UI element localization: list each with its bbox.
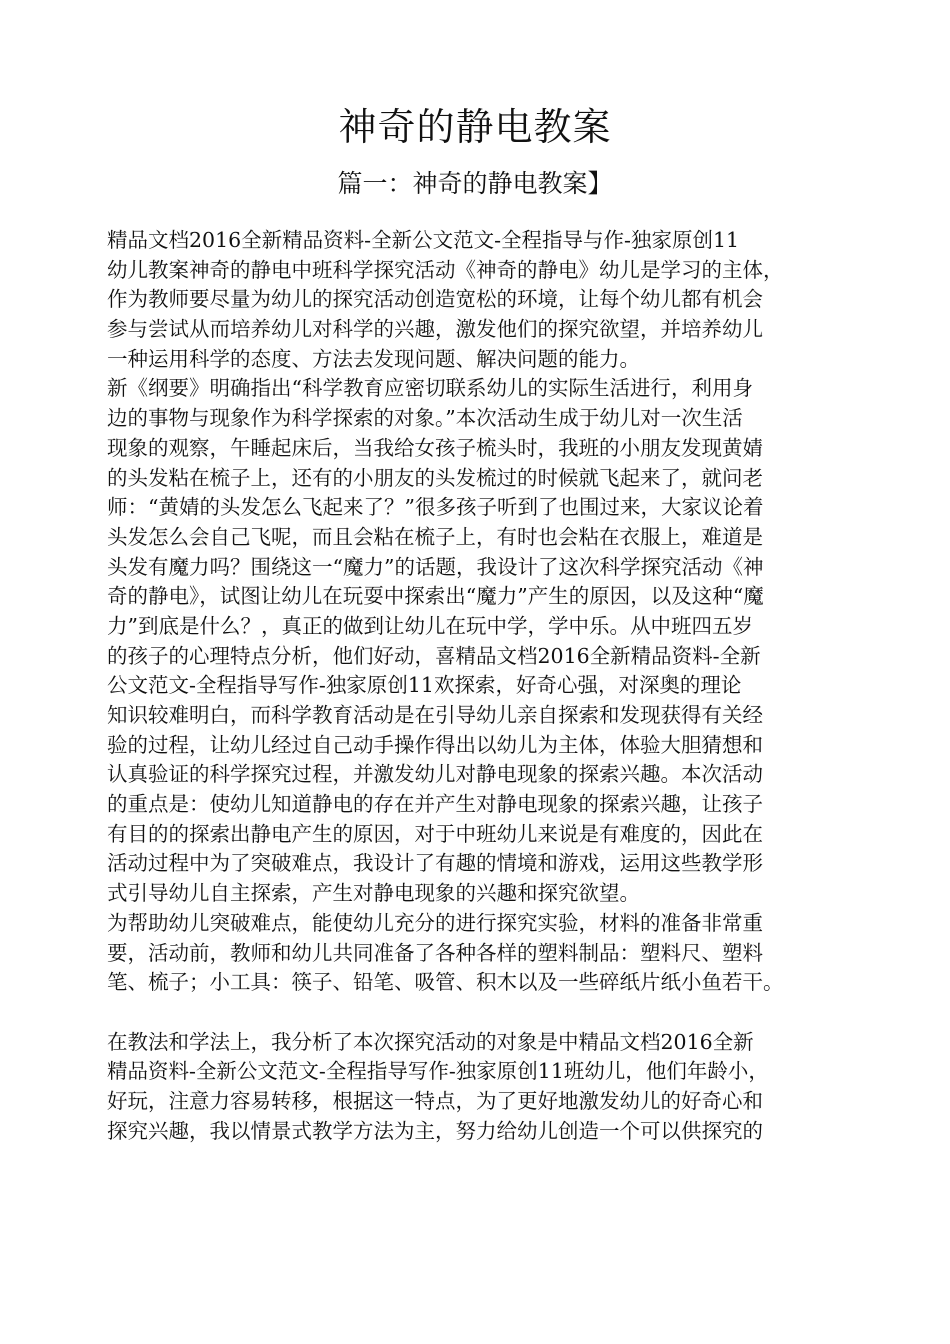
- text-line: 新《纲要》明确指出“科学教育应密切联系幼儿的实际生活进行，利用身: [107, 376, 753, 401]
- document-title: 神奇的静电教案: [338, 105, 612, 149]
- text-line: 探究兴趣，我以情景式教学方法为主，努力给幼儿创造一个可以供探究的: [107, 1118, 763, 1143]
- text-line: 奇的静电》，试图让幼儿在玩耍中探索出“魔力”产生的原因，以及这种“魔: [107, 584, 764, 609]
- text-line: 为帮助幼儿突破难点，能使幼儿充分的进行探究实验，材料的准备非常重: [107, 910, 763, 935]
- text-line: 知识较难明白，而科学教育活动是在引导幼儿亲自探索和发现获得有关经: [107, 703, 763, 727]
- text-line: 力”到底是什么？，真正的做到让幼儿在玩中学，学中乐。从中班四五岁: [107, 613, 753, 638]
- paragraph-gap: [107, 998, 867, 1028]
- text-line: 有目的的探索出静电产生的原因，对于中班幼儿来说是有难度的，因此在: [107, 821, 763, 846]
- text-line: 精品资料-全新公文范文-全程指导写作-独家原创11班幼儿，他们年龄小，: [107, 1059, 769, 1084]
- text-line: 参与尝试从而培养幼儿对科学的兴趣，激发他们的探究欲望，并培养幼儿: [107, 317, 763, 342]
- text-line: 笔、梳子；小工具：筷子、铅笔、吸管、积木以及一些碎纸片纸小鱼若干。: [107, 970, 784, 995]
- text-line: 要，活动前，教师和幼儿共同准备了各种各样的塑料制品：塑料尺、塑料: [107, 940, 763, 965]
- text-line: 验的过程，让幼儿经过自己动手操作得出以幼儿为主体，体验大胆猜想和: [107, 732, 763, 757]
- document-subtitle: 篇一：神奇的静电教案】: [337, 169, 613, 198]
- text-line: 活动过程中为了突破难点，我设计了有趣的情境和游戏，运用这些教学形: [107, 851, 763, 876]
- text-line: 的重点是：使幼儿知道静电的存在并产生对静电现象的探索兴趣，让孩子: [107, 792, 763, 817]
- text-line: 头发有魔力吗？围绕这一“魔力”的话题，我设计了这次科学探究活动《神: [107, 554, 764, 579]
- text-line: 精品文档2016全新精品资料-全新公文范文-全程指导与作-独家原创11: [107, 228, 740, 252]
- text-line: 公文范文-全程指导写作-独家原创11欢探索，好奇心强，对深奥的理论: [107, 673, 742, 698]
- text-line: 的头发粘在梳子上，还有的小朋友的头发梳过的时候就飞起来了，就问老: [107, 465, 763, 490]
- text-line: 头发怎么会自己飞呢，而且会粘在梳子上，有时也会粘在衣服上，难道是: [107, 524, 763, 549]
- text-line: 在教法和学法上，我分析了本次探究活动的对象是中精品文档2016全新: [107, 1029, 754, 1054]
- text-line: 好玩，注意力容易转移，根据这一特点，为了更好地激发幼儿的好奇心和: [107, 1088, 763, 1113]
- document-body: [107, 226, 867, 1146]
- text-line: 一种运用科学的态度、方法去发现问题、解决问题的能力。: [107, 346, 640, 371]
- text-line: 式引导幼儿自主探索，产生对静电现象的兴趣和探究欲望。: [107, 881, 640, 906]
- text-line: 边的事物与现象作为科学探索的对象。”本次活动生成于幼儿对一次生活: [107, 406, 743, 431]
- text-line: 的孩子的心理特点分析，他们好动，喜精品文档2016全新精品资料-全新: [107, 643, 761, 668]
- text-line: 认真验证的科学探究过程，并激发幼儿对静电现象的探索兴趣。本次活动: [107, 762, 763, 787]
- text-line: 现象的观察，午睡起床后，当我给女孩子梳头时，我班的小朋友发现黄婧: [107, 435, 763, 460]
- text-line: 师：“黄婧的头发怎么飞起来了？”很多孩子听到了也围过来，大家议论着: [107, 495, 764, 520]
- text-line: 作为教师要尽量为幼儿的探究活动创造宽松的环境，让每个幼儿都有机会: [107, 287, 763, 312]
- text-line: 幼儿教案神奇的静电中班科学探究活动《神奇的静电》幼儿是学习的主体，: [107, 257, 784, 282]
